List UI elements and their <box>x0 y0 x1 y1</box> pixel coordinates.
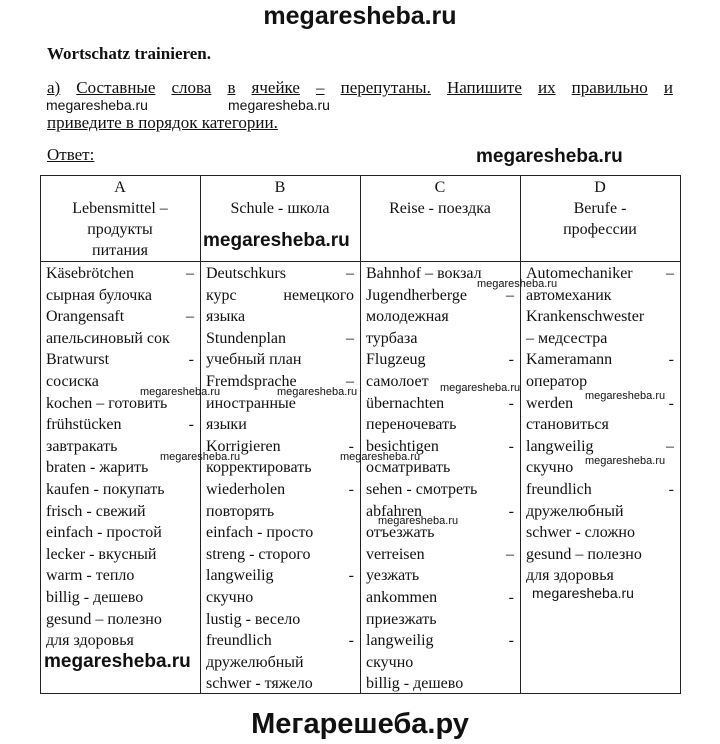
vocab-line <box>366 393 514 415</box>
vocab-text: - <box>508 394 514 412</box>
table-divider-cd <box>520 175 521 694</box>
vocab-line <box>366 652 514 674</box>
watermark-col-d-mid: megaresheba.ru <box>585 390 666 402</box>
vocab-text: langweilig <box>526 437 594 455</box>
column-body-d <box>526 263 674 587</box>
vocab-line <box>366 306 514 328</box>
watermark-col-d-low: megaresheba.ru <box>585 455 666 467</box>
table-divider-bc <box>360 175 361 694</box>
vocab-text: verreisen <box>366 545 425 563</box>
task-instruction-line-1 <box>47 78 673 98</box>
watermark-col-a-low: megaresheba.ru <box>160 451 241 463</box>
vocab-text: - <box>348 437 354 455</box>
vocab-text: warm - тепло <box>46 567 135 585</box>
watermark-col-a-mid: megaresheba.ru <box>140 386 221 398</box>
vocab-text: завтракать <box>46 437 118 455</box>
watermark-col-b-low: megaresheba.ru <box>340 451 421 463</box>
vocab-line <box>206 522 354 544</box>
vocab-text: kaufen - покупать <box>46 480 165 498</box>
vocab-text: freundlich <box>526 480 592 498</box>
vocab-text: – <box>346 329 354 347</box>
vocab-text: Bahnhof – вокзал <box>366 265 482 282</box>
vocab-text: - <box>668 394 674 412</box>
vocab-text: - <box>508 632 514 650</box>
vocab-text: sehen - смотреть <box>366 480 478 498</box>
vocab-text: – <box>666 437 674 455</box>
vocab-text: Fremdsprache <box>206 372 297 390</box>
vocab-text: повторять <box>206 502 275 520</box>
vocab-text: – <box>666 265 674 282</box>
vocab-text: становиться <box>526 416 609 434</box>
vocab-line <box>46 522 194 544</box>
column-letter: B <box>274 179 286 196</box>
column-title-line: питания <box>92 242 148 259</box>
vocab-line <box>206 652 354 674</box>
vocab-text: frisch - свежий <box>46 502 146 520</box>
column-body-b <box>206 263 354 695</box>
vocab-text: besichtigen <box>366 437 439 455</box>
table-border-right <box>680 175 681 694</box>
vocab-text: - <box>508 351 514 369</box>
column-letter: C <box>434 179 446 196</box>
watermark-col-d-bottom: megaresheba.ru <box>532 585 634 601</box>
vocab-line <box>206 565 354 587</box>
column-title-line: Schule - школа <box>230 200 330 217</box>
vocab-text: оператор <box>526 372 588 390</box>
vocab-text: abfahren <box>366 502 422 520</box>
vocab-line <box>206 501 354 523</box>
vocab-text: молодежная <box>366 308 449 326</box>
vocab-text: - <box>508 502 514 520</box>
watermark-col-b-mid: megaresheba.ru <box>277 386 358 398</box>
vocab-text: wiederholen <box>206 480 286 498</box>
vocab-text: lustig - весело <box>206 610 301 628</box>
vocab-text: апельсиновый сок <box>46 329 170 347</box>
vocab-line <box>206 544 354 566</box>
vocab-text: корректировать <box>206 459 312 477</box>
watermark-task-2: megaresheba.ru <box>228 97 330 113</box>
task-word: ячейке <box>251 78 300 97</box>
vocab-line <box>206 349 354 371</box>
vocab-line <box>526 544 674 566</box>
vocab-line <box>206 587 354 609</box>
vocab-text: приезжать <box>366 610 437 628</box>
column-header-c <box>360 177 520 219</box>
vocab-text: lecker - вкусный <box>46 545 157 563</box>
site-header[interactable]: megaresheba.ru <box>263 2 457 30</box>
vocab-text: – медсестра <box>526 329 608 347</box>
vocab-text: ankommen <box>366 588 438 606</box>
vocab-text: дружелюбный <box>526 502 624 520</box>
vocab-line <box>206 306 354 328</box>
vocab-text: для здоровья <box>526 567 614 585</box>
vocab-line <box>46 501 194 523</box>
site-footer[interactable]: Мегарешеба.ру <box>251 708 469 740</box>
vocab-line <box>526 349 674 371</box>
vocab-line <box>526 328 674 350</box>
vocab-line <box>366 328 514 350</box>
vocab-text: Orangensaft <box>46 308 125 326</box>
task-word: а) <box>47 78 61 97</box>
vocab-text: - <box>348 480 354 498</box>
vocab-text: для здоровья <box>46 632 134 650</box>
vocab-text: скучно <box>206 588 254 606</box>
vocab-text: отъезжать <box>366 524 435 542</box>
vocab-line <box>46 630 194 652</box>
vocab-text: einfach - простой <box>46 524 162 542</box>
column-title-line: продукты <box>87 221 153 238</box>
vocab-line <box>46 479 194 501</box>
column-title-line: Berufe - <box>573 200 627 217</box>
vocab-text: - <box>508 437 514 455</box>
vocab-text: скучно <box>366 653 414 671</box>
vocab-line <box>46 306 194 328</box>
vocab-line <box>366 673 514 695</box>
vocab-line <box>46 565 194 587</box>
vocab-text: billig - дешево <box>46 588 144 606</box>
task-word: в <box>227 78 236 97</box>
vocab-line <box>206 414 354 436</box>
column-letter: D <box>594 179 606 196</box>
vocab-text: скучно <box>526 459 574 477</box>
vocab-text: gesund – полезно <box>526 545 642 563</box>
vocab-text: frühstücken <box>46 416 122 434</box>
vocab-text: - <box>188 416 194 434</box>
vocab-text: курс <box>206 286 237 304</box>
vocab-line <box>206 263 354 285</box>
vocab-text: Flugzeug <box>366 351 426 369</box>
vocab-line <box>206 630 354 652</box>
vocab-line <box>526 479 674 501</box>
vocab-text: Krankenschwester <box>526 308 645 326</box>
column-header-a <box>40 177 200 261</box>
vocab-text: Korrigieren <box>206 437 281 455</box>
vocab-text: gesund – полезно <box>46 610 162 628</box>
vocab-line <box>46 587 194 609</box>
vocab-line <box>206 479 354 501</box>
vocab-text: streng - сторого <box>206 545 311 563</box>
vocab-line <box>46 414 194 436</box>
vocab-text: уезжать <box>366 567 420 585</box>
task-word: и <box>663 78 673 97</box>
vocab-line <box>46 544 194 566</box>
vocab-line <box>206 609 354 631</box>
vocab-text: Bratwurst <box>46 351 110 369</box>
task-word: перепутаны. <box>340 78 431 97</box>
vocab-text: – <box>506 286 514 304</box>
column-letter: A <box>114 179 126 196</box>
vocab-line <box>366 609 514 631</box>
watermark-task-1: megaresheba.ru <box>46 97 148 113</box>
vocab-text: Deutschkurs <box>206 265 286 282</box>
vocab-text: самолоет <box>366 372 429 390</box>
vocab-text: осматривать <box>366 459 451 477</box>
vocab-line <box>526 306 674 328</box>
vocab-text: langweilig <box>206 567 274 585</box>
table-divider-ab <box>200 175 201 694</box>
column-title-line: Reise - поездка <box>389 200 491 217</box>
column-body-c <box>366 263 514 695</box>
section-heading: Wortschatz trainieren. <box>47 44 211 63</box>
vocab-text: иностранные <box>206 394 296 412</box>
vocab-line <box>526 522 674 544</box>
vocab-line <box>206 328 354 350</box>
vocab-text: автомеханик <box>526 286 612 304</box>
column-title-line: Lebensmittel – <box>72 200 168 217</box>
watermark-table-bottom: megaresheba.ru <box>44 651 191 672</box>
vocab-text: Stundenplan <box>206 329 286 347</box>
vocab-text: - <box>668 351 674 369</box>
vocab-text: дружелюбный <box>206 653 304 671</box>
vocab-line <box>206 285 354 307</box>
vocab-text: schwer - тяжело <box>206 675 313 693</box>
task-word: – <box>316 78 325 97</box>
watermark-table-header: megaresheba.ru <box>203 230 350 251</box>
watermark-answer: megaresheba.ru <box>476 146 623 167</box>
watermark-col-c-low: megaresheba.ru <box>378 515 459 527</box>
vocab-text: werden <box>526 394 574 412</box>
vocab-text: – <box>506 545 514 563</box>
vocab-text: немецкого <box>283 286 354 304</box>
task-word: Напишите <box>446 78 522 97</box>
vocab-text: сосиска <box>46 372 99 390</box>
vocab-text: kochen – готовить <box>46 394 168 412</box>
vocab-text: сырная булочка <box>46 286 152 304</box>
vocab-text: Käsebrötchen <box>46 265 134 282</box>
vocab-line <box>366 414 514 436</box>
vocab-text: - <box>188 351 194 369</box>
vocab-line <box>46 609 194 631</box>
task-word: их <box>537 78 556 97</box>
vocab-text: – <box>186 265 194 282</box>
vocab-line <box>366 565 514 587</box>
vocab-text: Automechaniker <box>526 265 633 282</box>
vocab-text: турбаза <box>366 329 418 347</box>
watermark-col-c-mid: megaresheba.ru <box>440 382 521 394</box>
vocab-line <box>46 349 194 371</box>
vocab-text: учебный план <box>206 351 302 369</box>
vocab-text: – <box>346 265 354 282</box>
task-word: слова <box>171 78 212 97</box>
vocab-line <box>46 328 194 350</box>
vocab-line <box>526 414 674 436</box>
vocab-text: – <box>346 372 354 390</box>
vocab-text: einfach - просто <box>206 524 314 542</box>
vocab-text: переночевать <box>366 416 457 434</box>
vocab-line <box>366 630 514 652</box>
vocab-text: - <box>508 588 514 606</box>
vocab-line <box>366 349 514 371</box>
answer-label: Ответ: <box>47 145 95 164</box>
column-title-line: профессии <box>563 221 637 238</box>
vocab-line <box>366 544 514 566</box>
task-word: Составные <box>76 78 156 97</box>
vocab-line <box>526 565 674 587</box>
vocab-text: – <box>186 308 194 326</box>
vocab-line <box>46 285 194 307</box>
vocab-line <box>46 263 194 285</box>
vocab-text: billig - дешево <box>366 675 464 693</box>
vocab-line <box>366 479 514 501</box>
vocab-text: schwer - сложно <box>526 524 635 542</box>
vocab-text: Jugendherberge <box>366 286 467 304</box>
vocab-line <box>366 587 514 609</box>
vocab-text: - <box>668 480 674 498</box>
column-header-d <box>520 177 680 240</box>
vocab-text: языки <box>206 416 247 434</box>
vocab-line <box>526 501 674 523</box>
vocab-text: freundlich <box>206 632 272 650</box>
watermark-col-c-top: megaresheba.ru <box>477 278 558 290</box>
task-instruction-line-2: приведите в порядок категории. <box>47 113 278 132</box>
vocab-text: - <box>348 567 354 585</box>
vocab-text: braten - жарить <box>46 459 149 477</box>
vocab-text: Kameramann <box>526 351 613 369</box>
column-header-b <box>200 177 360 219</box>
vocab-text: - <box>348 632 354 650</box>
vocab-text: langweilig <box>366 632 434 650</box>
task-word: правильно <box>571 78 648 97</box>
vocab-line <box>206 673 354 695</box>
vocab-text: языка <box>206 308 246 326</box>
vocab-text: übernachten <box>366 394 445 412</box>
